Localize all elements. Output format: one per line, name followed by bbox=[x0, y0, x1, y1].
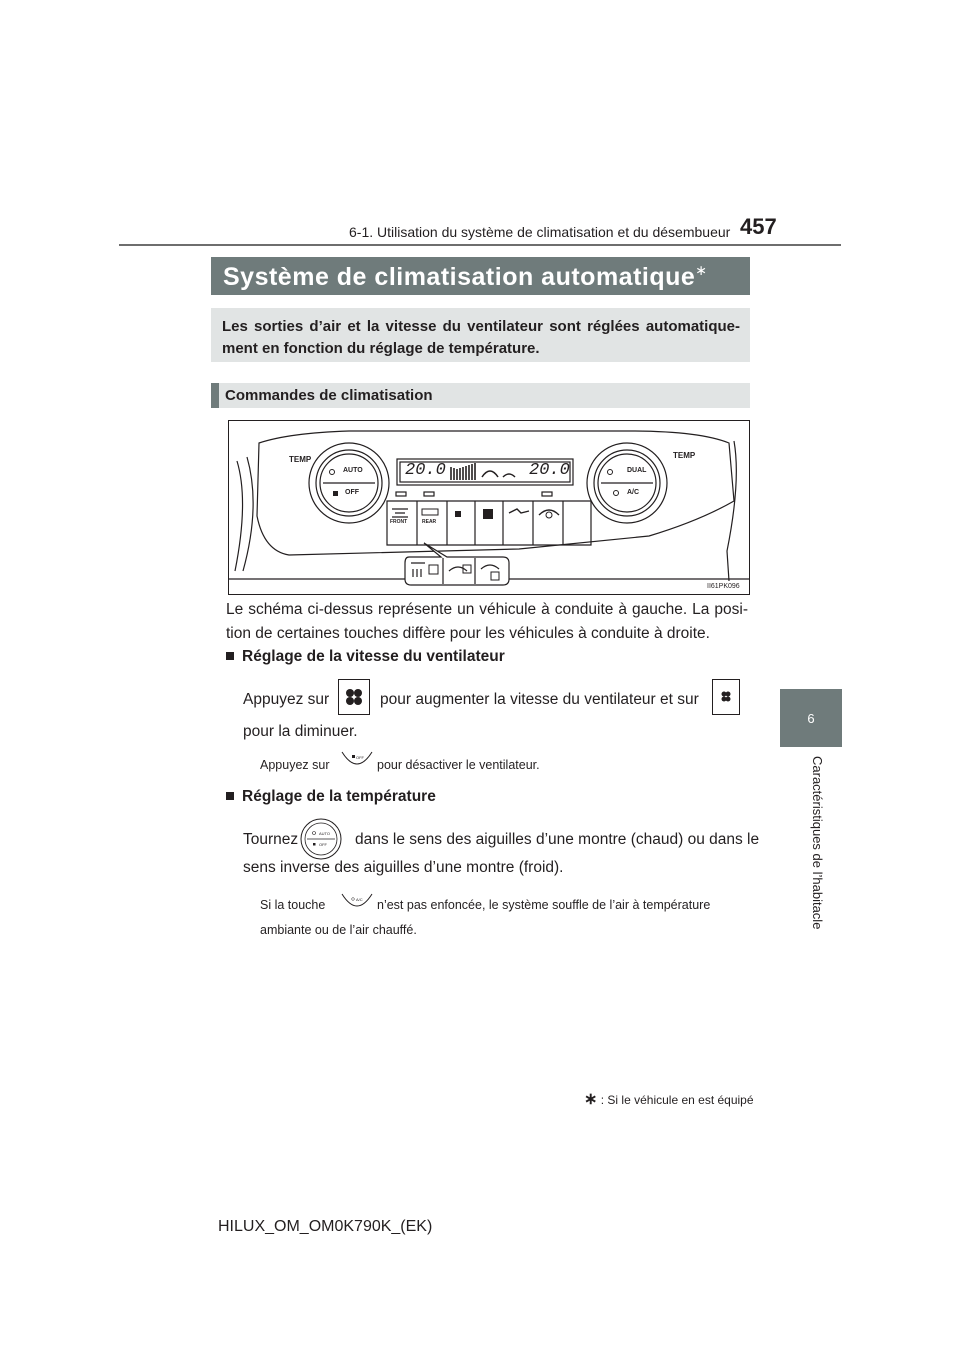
display-right-temp: 20.0 bbox=[529, 461, 570, 480]
control-panel-figure bbox=[228, 420, 750, 595]
temperature-text-a: Tournez bbox=[243, 831, 299, 848]
off-label: OFF bbox=[345, 489, 359, 496]
temperature-text-b: dans le sens des aiguilles d’une montre (chaud) ou dans le bbox=[355, 831, 760, 848]
svg-text:OFF: OFF bbox=[356, 755, 364, 760]
temperature-note-b: n’est pas enfoncée, le système souffle de l’air à température bbox=[377, 898, 711, 912]
fan-up-button-icon bbox=[338, 679, 370, 715]
footnote: ∗ : Si le véhicule en est équipé bbox=[584, 1091, 754, 1108]
bullet-icon bbox=[226, 792, 234, 800]
temperature-heading: Réglage de la température bbox=[226, 788, 436, 806]
chapter-number: 6 bbox=[807, 711, 815, 726]
figure-code: II61PK096 bbox=[707, 583, 740, 590]
intro-box bbox=[211, 308, 750, 362]
fan-note-b: pour désactiver le ventilateur. bbox=[377, 758, 540, 772]
fan-text-b: pour augmenter la vitesse du ventilateur et sur bbox=[380, 691, 699, 708]
page-title-bar bbox=[211, 257, 750, 295]
rear-label: REAR bbox=[422, 519, 437, 525]
asterisk-icon: ∗ bbox=[584, 1091, 598, 1108]
dual-label: DUAL bbox=[627, 467, 647, 474]
fan-speed-heading: Réglage de la vitesse du ventilateur bbox=[226, 648, 505, 666]
fan-text-c: pour la diminuer. bbox=[243, 723, 358, 740]
control-panel-illustration bbox=[229, 421, 749, 594]
temp-right-label: TEMP bbox=[673, 451, 696, 460]
front-label: FRONT bbox=[390, 519, 408, 525]
chapter-tab bbox=[780, 689, 842, 747]
auto-label: AUTO bbox=[343, 467, 363, 474]
temperature-text-c: sens inverse des aiguilles d’une montre (froid). bbox=[243, 859, 564, 876]
svg-text:OFF: OFF bbox=[319, 842, 327, 847]
svg-text:A/C: A/C bbox=[356, 897, 363, 902]
bullet-icon bbox=[226, 652, 234, 660]
section-heading-bar bbox=[211, 383, 750, 408]
intro-text: Les sorties d’air et la vitesse du ventilateur sont réglées automatique-ment en fonction du réglage de température. bbox=[222, 318, 740, 357]
figure-caption-paragraph: Le schéma ci-dessus représente un véhicule à conduite à gauche. La posi-tion de certaines touches diffère pour les véhicules à conduite à droite. bbox=[226, 601, 748, 642]
display-left-temp: 20.0 bbox=[405, 461, 446, 480]
asterisk-icon: ∗ bbox=[695, 262, 708, 278]
running-header: 6-1. Utilisation du système de climatisation et du désembueur bbox=[349, 224, 731, 240]
temperature-note-c: ambiante ou de l’air chauffé. bbox=[260, 923, 417, 937]
svg-text:AUTO: AUTO bbox=[319, 831, 331, 836]
section-heading: Commandes de climatisation bbox=[225, 387, 433, 404]
ac-label: A/C bbox=[627, 489, 640, 496]
header-divider bbox=[119, 244, 841, 246]
ac-button-icon bbox=[340, 892, 374, 919]
document-code: HILUX_OM_OM0K790K_(EK) bbox=[218, 1218, 433, 1235]
page-number: 457 bbox=[740, 214, 777, 239]
fan-down-button-icon bbox=[712, 679, 740, 715]
off-button-icon bbox=[340, 750, 374, 777]
fan-text-a: Appuyez sur bbox=[243, 691, 330, 708]
temperature-note-a: Si la touche bbox=[260, 898, 326, 912]
fan-note-a: Appuyez sur bbox=[260, 758, 330, 772]
temp-left-label: TEMP bbox=[289, 455, 312, 464]
chapter-label: Caractéristiques de l’habitacle bbox=[810, 756, 825, 930]
page-title: Système de climatisation automatique∗ bbox=[223, 262, 708, 291]
